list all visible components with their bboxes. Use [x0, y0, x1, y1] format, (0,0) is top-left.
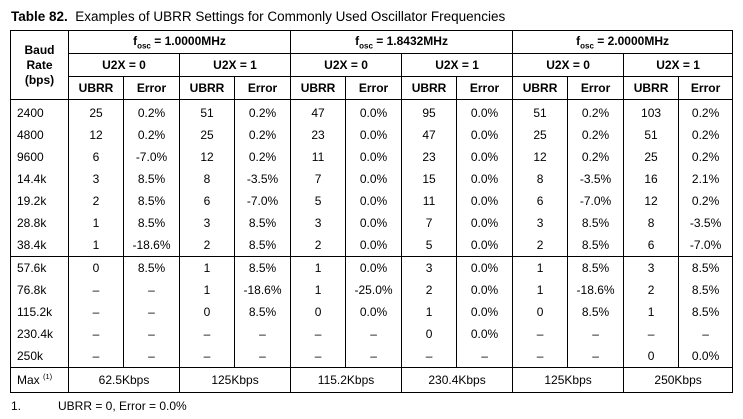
- ubrr-cell: 3: [402, 257, 457, 280]
- table-row: [11, 279, 733, 301]
- error-cell: 8.5%: [235, 234, 291, 257]
- ubrr-cell: 2: [624, 279, 679, 301]
- error-cell: –: [568, 345, 624, 368]
- baud-rate-cell: 57.6k: [11, 257, 69, 280]
- baud-rate-header-line1: Baud: [24, 42, 55, 57]
- ubrr-column-header: UBRR: [402, 77, 457, 100]
- ubrr-cell: 2: [180, 234, 235, 257]
- error-cell: 0.0%: [679, 345, 733, 368]
- ubrr-cell: –: [402, 345, 457, 368]
- fosc-header: [69, 31, 291, 54]
- ubrr-cell: 51: [624, 124, 679, 146]
- error-cell: 8.5%: [124, 257, 180, 280]
- ubrr-cell: 12: [624, 190, 679, 212]
- ubrr-cell: 7: [291, 168, 346, 190]
- u2x-header-row: [11, 54, 733, 77]
- error-cell: 8.5%: [235, 212, 291, 234]
- error-cell: -7.0%: [679, 234, 733, 257]
- ubrr-cell: 5: [291, 190, 346, 212]
- ubrr-cell: –: [513, 323, 568, 345]
- ubrr-cell: 3: [513, 212, 568, 234]
- error-cell: –: [346, 323, 402, 345]
- error-cell: 0.0%: [346, 168, 402, 190]
- baud-rate-cell: 2400: [11, 100, 69, 125]
- ubrr-cell: 5: [402, 234, 457, 257]
- max-value: 62.5Kbps: [69, 368, 180, 393]
- fosc-subscript: osc: [137, 41, 151, 51]
- ubrr-cell: 0: [402, 323, 457, 345]
- ubrr-cell: –: [291, 345, 346, 368]
- table-row: [11, 100, 733, 125]
- error-cell: -25.0%: [346, 279, 402, 301]
- baud-rate-cell: 76.8k: [11, 279, 69, 301]
- error-cell: -3.5%: [679, 212, 733, 234]
- ubrr-cell: 1: [291, 279, 346, 301]
- error-cell: 0.2%: [235, 100, 291, 125]
- error-cell: 0.0%: [457, 234, 513, 257]
- ubrr-cell: 1: [402, 301, 457, 323]
- ubrr-cell: 0: [180, 301, 235, 323]
- error-cell: 0.2%: [235, 146, 291, 168]
- error-cell: 0.0%: [457, 301, 513, 323]
- baud-rate-cell: 19.2k: [11, 190, 69, 212]
- ubrr-cell: 1: [513, 257, 568, 280]
- ubrr-cell: 103: [624, 100, 679, 125]
- u2x0-header: U2X = 0: [69, 54, 180, 77]
- ubrr-cell: –: [69, 279, 124, 301]
- table-row: [11, 168, 733, 190]
- ubrr-cell: 2: [69, 190, 124, 212]
- error-cell: 0.0%: [346, 257, 402, 280]
- error-cell: 0.0%: [346, 146, 402, 168]
- ubrr-cell: 1: [513, 279, 568, 301]
- ubrr-cell: 25: [69, 100, 124, 125]
- error-cell: 0.0%: [346, 190, 402, 212]
- baud-rate-header: [11, 31, 69, 100]
- ubrr-cell: 8: [624, 212, 679, 234]
- error-cell: 0.2%: [679, 100, 733, 125]
- ubrr-column-header: UBRR: [291, 77, 346, 100]
- baud-rate-header-line3: (bps): [24, 72, 55, 87]
- ubrr-cell: 11: [402, 190, 457, 212]
- ubrr-cell: –: [180, 323, 235, 345]
- ubrr-cell: 1: [291, 257, 346, 280]
- error-cell: -7.0%: [568, 190, 624, 212]
- error-cell: 0.0%: [457, 190, 513, 212]
- fosc-header: [513, 31, 733, 54]
- error-cell: 2.1%: [679, 168, 733, 190]
- error-column-header: Error: [124, 77, 180, 100]
- u2x0-header: U2X = 0: [291, 54, 402, 77]
- fosc-header: [291, 31, 513, 54]
- error-cell: 8.5%: [235, 301, 291, 323]
- ubrr-cell: 15: [402, 168, 457, 190]
- baud-rate-header-line2: Rate: [26, 57, 53, 72]
- error-cell: -18.6%: [124, 234, 180, 257]
- error-cell: –: [235, 323, 291, 345]
- table-body: [11, 100, 733, 368]
- max-footnote-ref: (1): [43, 372, 53, 381]
- ubrr-cell: –: [69, 345, 124, 368]
- ubrr-cell: 0: [69, 257, 124, 280]
- ubrr-cell: 6: [180, 190, 235, 212]
- ubrr-cell: 0: [624, 345, 679, 368]
- ubrr-cell: –: [291, 323, 346, 345]
- ubrr-cell: 51: [513, 100, 568, 125]
- fosc-value: = 2.0000MHz: [593, 33, 669, 48]
- ubrr-cell: 3: [180, 212, 235, 234]
- ubrr-cell: –: [69, 323, 124, 345]
- fosc-value: = 1.8432MHz: [372, 33, 448, 48]
- error-cell: 0.2%: [235, 124, 291, 146]
- baud-rate-cell: 115.2k: [11, 301, 69, 323]
- error-cell: 0.0%: [457, 124, 513, 146]
- error-cell: –: [235, 345, 291, 368]
- error-cell: 0.2%: [568, 124, 624, 146]
- table-row: [11, 146, 733, 168]
- ubrr-cell: 8: [513, 168, 568, 190]
- ubrr-cell: –: [180, 345, 235, 368]
- table-row: [11, 345, 733, 368]
- ubrr-cell: 3: [624, 257, 679, 280]
- u2x0-header: U2X = 0: [513, 54, 624, 77]
- column-header-row: [11, 77, 733, 100]
- ubrr-cell: 51: [180, 100, 235, 125]
- fosc-symbol: f: [576, 33, 581, 48]
- max-value: 115.2Kbps: [291, 368, 402, 393]
- ubrr-cell: 3: [291, 212, 346, 234]
- error-cell: 0.0%: [346, 301, 402, 323]
- error-column-header: Error: [235, 77, 291, 100]
- ubrr-cell: 6: [513, 190, 568, 212]
- error-cell: –: [568, 323, 624, 345]
- ubrr-cell: –: [624, 323, 679, 345]
- error-cell: 0.0%: [457, 146, 513, 168]
- error-cell: 8.5%: [124, 190, 180, 212]
- error-cell: 0.0%: [346, 234, 402, 257]
- error-cell: 8.5%: [235, 257, 291, 280]
- footnote: [11, 399, 187, 413]
- error-cell: 0.0%: [346, 100, 402, 125]
- ubrr-cell: 12: [69, 124, 124, 146]
- baud-rate-cell: 28.8k: [11, 212, 69, 234]
- fosc-subscript: osc: [580, 41, 594, 51]
- ubrr-cell: 6: [69, 146, 124, 168]
- error-cell: 0.0%: [457, 168, 513, 190]
- error-cell: –: [124, 301, 180, 323]
- table-row: [11, 323, 733, 345]
- error-cell: -3.5%: [235, 168, 291, 190]
- baud-rate-cell: 38.4k: [11, 234, 69, 257]
- max-value: 250Kbps: [624, 368, 733, 393]
- error-cell: 0.0%: [346, 212, 402, 234]
- error-cell: 8.5%: [679, 257, 733, 280]
- ubrr-cell: 2: [402, 279, 457, 301]
- ubrr-cell: 23: [291, 124, 346, 146]
- ubrr-cell: 0: [291, 301, 346, 323]
- table-row: [11, 234, 733, 257]
- error-cell: 8.5%: [679, 279, 733, 301]
- error-cell: 0.2%: [124, 100, 180, 125]
- ubrr-column-header: UBRR: [180, 77, 235, 100]
- ubrr-cell: 0: [513, 301, 568, 323]
- fosc-subscript: osc: [359, 41, 373, 51]
- u2x1-header: U2X = 1: [180, 54, 291, 77]
- ubrr-cell: 1: [624, 301, 679, 323]
- error-cell: 8.5%: [568, 257, 624, 280]
- ubrr-cell: 1: [69, 234, 124, 257]
- ubrr-cell: 47: [402, 124, 457, 146]
- u2x1-header: U2X = 1: [624, 54, 733, 77]
- ubrr-cell: 1: [180, 257, 235, 280]
- error-cell: 8.5%: [679, 301, 733, 323]
- error-cell: –: [124, 279, 180, 301]
- error-cell: 8.5%: [568, 234, 624, 257]
- error-cell: -7.0%: [235, 190, 291, 212]
- error-cell: 0.2%: [568, 100, 624, 125]
- baud-rate-cell: 14.4k: [11, 168, 69, 190]
- table-caption-label: Table 82.: [11, 9, 68, 24]
- ubrr-cell: 1: [180, 279, 235, 301]
- table-row: [11, 257, 733, 280]
- ubrr-cell: 2: [291, 234, 346, 257]
- footnote-text: UBRR = 0, Error = 0.0%: [58, 399, 187, 413]
- ubrr-cell: 95: [402, 100, 457, 125]
- ubrr-cell: –: [513, 345, 568, 368]
- error-cell: 0.0%: [457, 279, 513, 301]
- oscillator-header-row: [11, 31, 733, 54]
- error-cell: 0.0%: [457, 323, 513, 345]
- ubrr-column-header: UBRR: [513, 77, 568, 100]
- ubrr-cell: 47: [291, 100, 346, 125]
- max-label-text: Max: [17, 373, 40, 387]
- fosc-symbol: f: [355, 33, 360, 48]
- ubrr-cell: 3: [69, 168, 124, 190]
- ubrr-cell: –: [69, 301, 124, 323]
- ubrr-cell: 25: [513, 124, 568, 146]
- error-cell: 8.5%: [568, 301, 624, 323]
- error-column-header: Error: [346, 77, 402, 100]
- error-cell: –: [457, 345, 513, 368]
- error-cell: 0.0%: [346, 124, 402, 146]
- error-cell: 8.5%: [124, 212, 180, 234]
- fosc-symbol: f: [133, 33, 138, 48]
- baud-rate-cell: 230.4k: [11, 323, 69, 345]
- error-column-header: Error: [679, 77, 733, 100]
- error-cell: –: [124, 323, 180, 345]
- error-cell: 0.2%: [679, 124, 733, 146]
- max-value: 230.4Kbps: [402, 368, 513, 393]
- error-cell: -3.5%: [568, 168, 624, 190]
- error-cell: 8.5%: [124, 168, 180, 190]
- ubrr-cell: 12: [513, 146, 568, 168]
- baud-rate-cell: 9600: [11, 146, 69, 168]
- error-cell: 0.0%: [457, 212, 513, 234]
- ubrr-cell: 25: [624, 146, 679, 168]
- u2x1-header: U2X = 1: [402, 54, 513, 77]
- table-row: [11, 212, 733, 234]
- error-cell: -7.0%: [124, 146, 180, 168]
- ubrr-cell: 1: [69, 212, 124, 234]
- ubrr-cell: 11: [291, 146, 346, 168]
- ubrr-column-header: UBRR: [624, 77, 679, 100]
- table-row: [11, 190, 733, 212]
- max-value: 125Kbps: [180, 368, 291, 393]
- ubrr-cell: 8: [180, 168, 235, 190]
- max-value: 125Kbps: [513, 368, 624, 393]
- ubrr-cell: 2: [513, 234, 568, 257]
- ubrr-cell: 25: [180, 124, 235, 146]
- error-column-header: Error: [568, 77, 624, 100]
- error-cell: 0.2%: [679, 146, 733, 168]
- error-cell: 0.0%: [457, 100, 513, 125]
- table-row: [11, 301, 733, 323]
- table-caption: [11, 9, 505, 24]
- error-cell: -18.6%: [235, 279, 291, 301]
- ubrr-settings-table: [10, 30, 733, 393]
- error-column-header: Error: [457, 77, 513, 100]
- ubrr-cell: 7: [402, 212, 457, 234]
- ubrr-cell: 16: [624, 168, 679, 190]
- ubrr-cell: 23: [402, 146, 457, 168]
- error-cell: 0.2%: [568, 146, 624, 168]
- error-cell: -18.6%: [568, 279, 624, 301]
- error-cell: –: [346, 345, 402, 368]
- footnote-number: 1.: [11, 399, 22, 413]
- ubrr-column-header: UBRR: [69, 77, 124, 100]
- error-cell: –: [679, 323, 733, 345]
- error-cell: 0.2%: [124, 124, 180, 146]
- baud-rate-cell: 250k: [11, 345, 69, 368]
- max-row: [11, 368, 733, 393]
- error-cell: 0.0%: [457, 257, 513, 280]
- fosc-value: = 1.0000MHz: [150, 33, 226, 48]
- error-cell: 8.5%: [568, 212, 624, 234]
- error-cell: 0.2%: [679, 190, 733, 212]
- max-label: [11, 368, 69, 393]
- table-row: [11, 124, 733, 146]
- ubrr-cell: 12: [180, 146, 235, 168]
- baud-rate-cell: 4800: [11, 124, 69, 146]
- table-caption-text: Examples of UBRR Settings for Commonly Used Oscillator Frequencies: [75, 9, 506, 24]
- error-cell: –: [124, 345, 180, 368]
- ubrr-cell: 6: [624, 234, 679, 257]
